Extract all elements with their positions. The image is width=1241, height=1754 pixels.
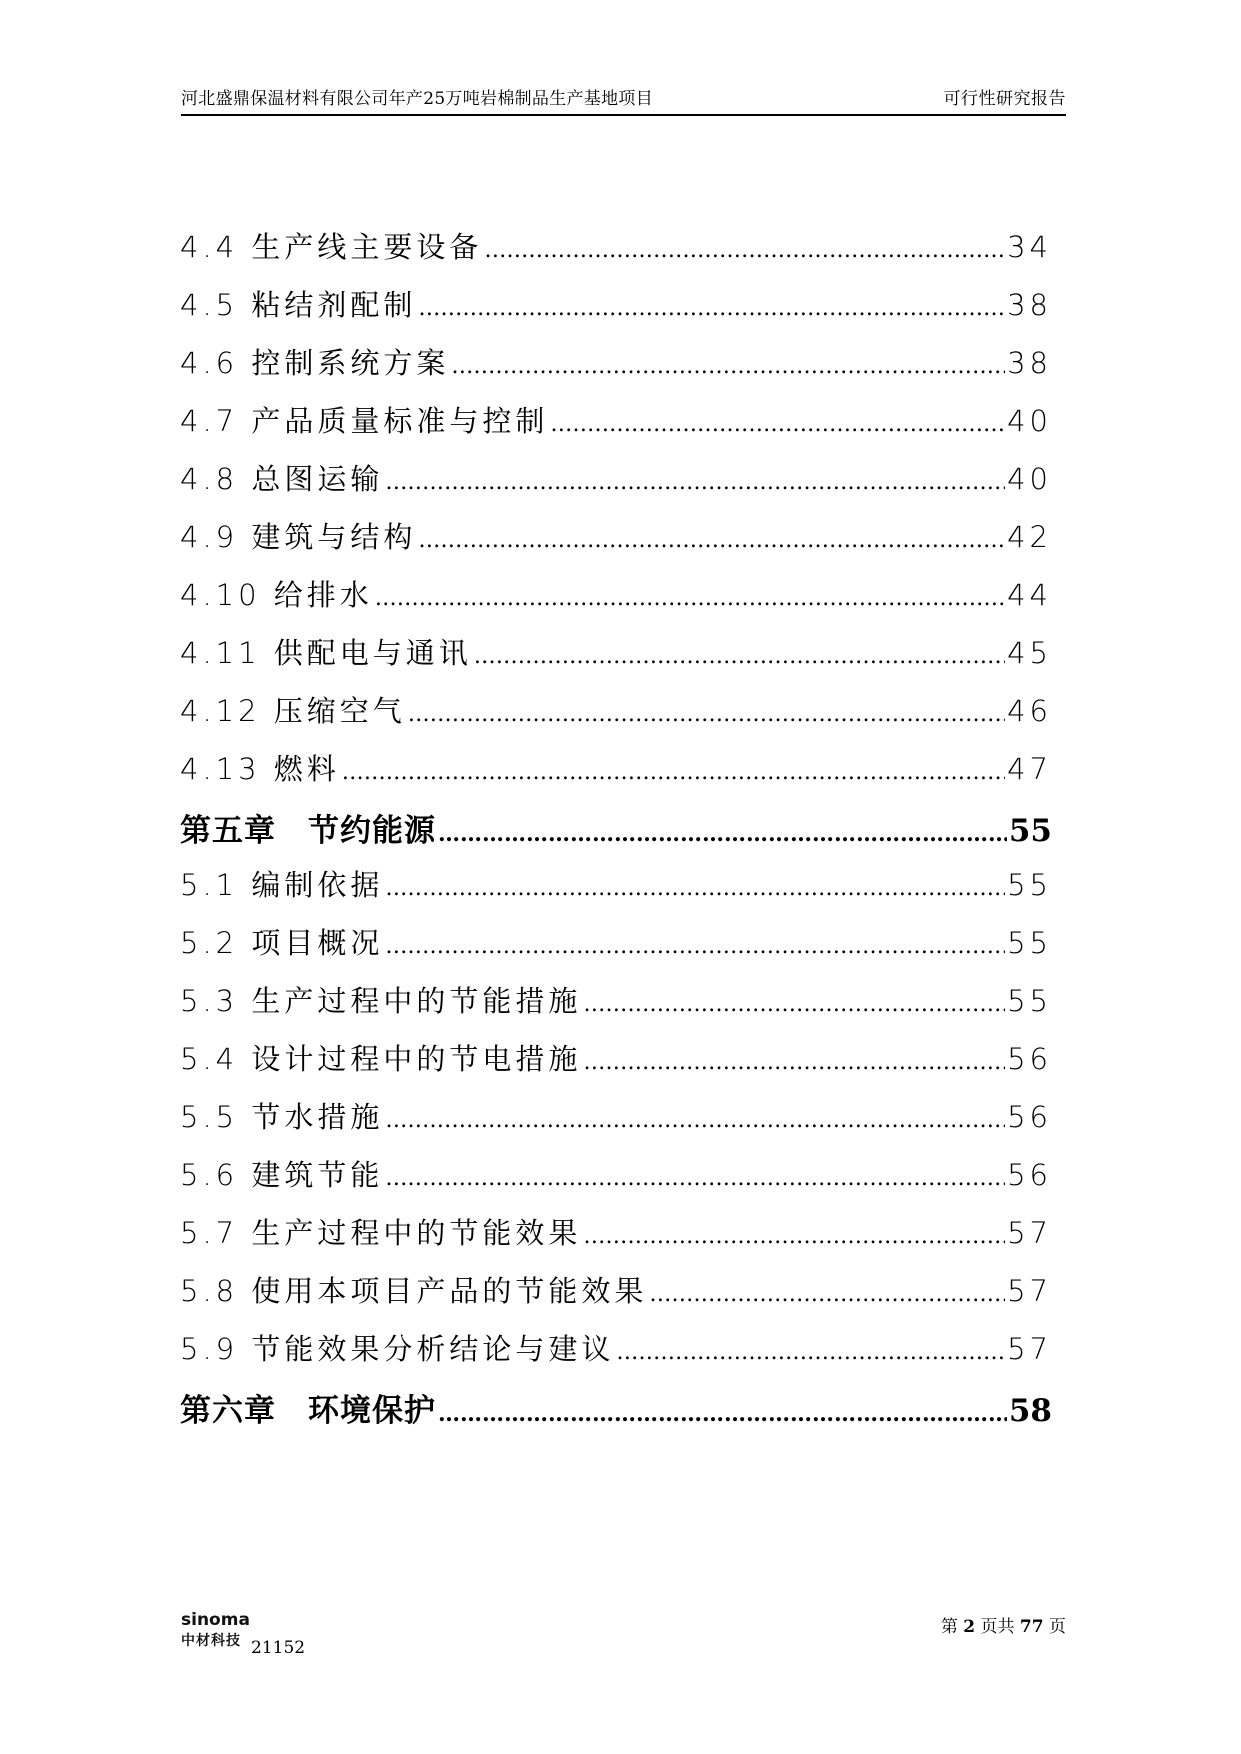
toc-entry-label: 4.5 粘结剂配制 xyxy=(180,288,417,322)
toc-leader-dots xyxy=(385,1108,1005,1133)
toc-entry-page: 57 xyxy=(1007,1274,1052,1308)
toc-entry[interactable] xyxy=(180,921,1052,961)
page-prefix: 第 xyxy=(940,1617,958,1637)
toc-entry-page: 40 xyxy=(1007,404,1052,438)
toc-entry-label: 4.9 建筑与结构 xyxy=(180,520,417,554)
toc-leader-dots xyxy=(385,470,1005,495)
toc-leader-dots xyxy=(649,1282,1005,1307)
toc-chapter-page: 58 xyxy=(1008,1393,1052,1429)
toc-entry-label: 5.5 节水措施 xyxy=(180,1100,384,1134)
toc-entry-page: 38 xyxy=(1007,346,1052,380)
toc-entry[interactable] xyxy=(180,225,1052,265)
toc-chapter-label: 第五章 节约能源 xyxy=(180,813,436,849)
toc-leader-dots xyxy=(550,412,1005,437)
toc-leader-dots xyxy=(583,992,1005,1017)
toc-entry[interactable] xyxy=(180,399,1052,439)
toc-entry-page: 55 xyxy=(1007,984,1052,1018)
toc-entry-page: 56 xyxy=(1007,1042,1052,1076)
page-current: 2 xyxy=(963,1617,976,1637)
toc-entry-page: 56 xyxy=(1007,1100,1052,1134)
logo-text-cn: 中材科技 xyxy=(181,1633,241,1649)
toc-entry[interactable] xyxy=(180,515,1052,555)
toc-entry[interactable] xyxy=(180,631,1052,671)
toc-entry-label: 5.3 生产过程中的节能措施 xyxy=(180,984,582,1018)
toc-entry-label: 4.6 控制系统方案 xyxy=(180,346,450,380)
toc-entry-page: 56 xyxy=(1007,1158,1052,1192)
toc-entry-label: 4.12 压缩空气 xyxy=(180,694,406,728)
header-project-title: 河北盛鼎保温材料有限公司年产25万吨岩棉制品生产基地项目 xyxy=(181,89,654,109)
logo-text-en: sinoma xyxy=(181,1610,250,1630)
toc-entry[interactable] xyxy=(180,457,1052,497)
toc-leader-dots xyxy=(418,296,1005,321)
toc-leader-dots xyxy=(438,821,1007,847)
toc-leader-dots xyxy=(474,644,1005,669)
toc-entry-page: 44 xyxy=(1007,578,1052,612)
toc-entry[interactable] xyxy=(180,341,1052,381)
toc-entry-label: 5.2 项目概况 xyxy=(180,926,384,960)
toc-leader-dots xyxy=(385,1166,1005,1191)
header-report-type: 可行性研究报告 xyxy=(943,89,1066,109)
toc-entry[interactable] xyxy=(180,689,1052,729)
toc-entry-page: 40 xyxy=(1007,462,1052,496)
toc-entry[interactable] xyxy=(180,1327,1052,1367)
toc-entry-label: 5.8 使用本项目产品的节能效果 xyxy=(180,1274,648,1308)
toc-leader-dots xyxy=(583,1224,1005,1249)
toc-entry-page: 47 xyxy=(1007,752,1052,786)
toc-entry-label: 4.13 燃料 xyxy=(180,752,340,786)
toc-leader-dots xyxy=(616,1340,1005,1365)
toc-entry[interactable] xyxy=(180,1269,1052,1309)
toc-leader-dots xyxy=(408,702,1005,727)
page-suffix: 页 xyxy=(1049,1617,1066,1637)
toc-chapter-label: 第六章 环境保护 xyxy=(180,1393,436,1429)
page-footer xyxy=(181,1610,1066,1670)
toc-entry[interactable] xyxy=(180,979,1052,1019)
toc-leader-dots xyxy=(418,528,1005,553)
toc-entry-label: 4.10 给排水 xyxy=(180,578,373,612)
toc-entry-label: 5.6 建筑节能 xyxy=(180,1158,384,1192)
toc-entry[interactable] xyxy=(180,747,1052,787)
toc-entry[interactable] xyxy=(180,1095,1052,1135)
toc-leader-dots xyxy=(438,1401,1007,1427)
toc-entry[interactable] xyxy=(180,1037,1052,1077)
toc-leader-dots xyxy=(451,354,1005,379)
toc-entry-page: 45 xyxy=(1007,636,1052,670)
toc-chapter-entry[interactable] xyxy=(180,805,1052,849)
toc-entry-label: 5.1 编制依据 xyxy=(180,868,384,902)
toc-entry-label: 4.4 生产线主要设备 xyxy=(180,230,483,264)
toc-entry-page: 42 xyxy=(1007,520,1052,554)
toc-entry[interactable] xyxy=(180,1211,1052,1251)
toc-entry-label: 5.7 生产过程中的节能效果 xyxy=(180,1216,582,1250)
toc-entry-page: 38 xyxy=(1007,288,1052,322)
toc-entry-page: 55 xyxy=(1007,926,1052,960)
toc-entry-page: 55 xyxy=(1007,868,1052,902)
toc-entry-page: 34 xyxy=(1007,230,1052,264)
toc-entry-page: 46 xyxy=(1007,694,1052,728)
toc-leader-dots xyxy=(385,876,1005,901)
page-header xyxy=(181,88,1066,116)
toc-entry-label: 4.11 供配电与通讯 xyxy=(180,636,472,670)
toc-entry-page: 57 xyxy=(1007,1332,1052,1366)
document-code: 21152 xyxy=(251,1638,306,1658)
toc-leader-dots xyxy=(375,586,1005,611)
page-number xyxy=(941,1612,1066,1637)
toc-leader-dots xyxy=(342,760,1005,785)
toc-entry[interactable] xyxy=(180,863,1052,903)
toc-entry-label: 4.8 总图运输 xyxy=(180,462,384,496)
toc-entry[interactable] xyxy=(180,573,1052,613)
toc-entry-label: 4.7 产品质量标准与控制 xyxy=(180,404,549,438)
toc-entry-page: 57 xyxy=(1007,1216,1052,1250)
toc-leader-dots xyxy=(484,238,1005,263)
toc-leader-dots xyxy=(385,934,1005,959)
toc-entry[interactable] xyxy=(180,283,1052,323)
toc-entry-label: 5.4 设计过程中的节电措施 xyxy=(180,1042,582,1076)
toc-leader-dots xyxy=(583,1050,1005,1075)
toc-entry-label: 5.9 节能效果分析结论与建议 xyxy=(180,1332,615,1366)
page-total: 77 xyxy=(1019,1617,1044,1637)
toc-chapter-entry[interactable] xyxy=(180,1385,1052,1429)
toc-chapter-page: 55 xyxy=(1008,813,1052,849)
page-mid: 页共 xyxy=(980,1617,1015,1637)
toc-entry[interactable] xyxy=(180,1153,1052,1193)
